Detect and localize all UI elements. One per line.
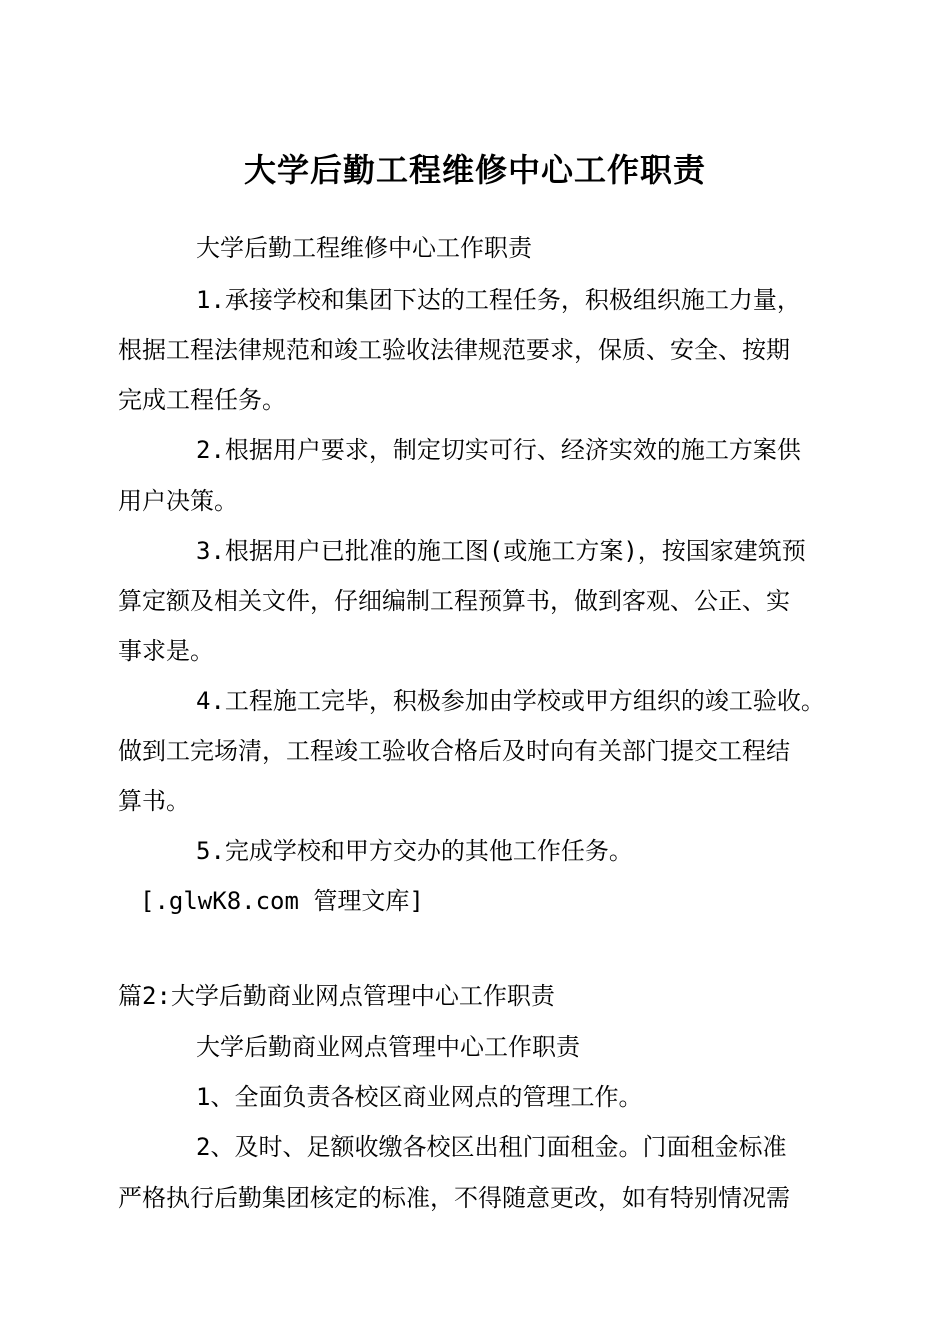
- paragraph-line: 1、全面负责各校区商业网点的管理工作。: [196, 1083, 643, 1111]
- paragraph-line: 4.工程施工完毕，积极参加由学校或甲方组织的竣工验收。: [196, 687, 825, 715]
- paragraph-line: 根据工程法律规范和竣工验收法律规范要求，保质、安全、按期: [118, 336, 790, 364]
- paragraph-line: 算书。: [118, 787, 190, 815]
- paragraph-line: 2、及时、足额收缴各校区出租门面租金。门面租金标准: [196, 1133, 787, 1161]
- paragraph-line: 大学后勤工程维修中心工作职责: [196, 234, 532, 262]
- paragraph-line: 做到工完场清，工程竣工验收合格后及时向有关部门提交工程结: [118, 737, 790, 765]
- paragraph-line: 事求是。: [118, 637, 214, 665]
- paragraph-line: 5.完成学校和甲方交办的其他工作任务。: [196, 837, 633, 865]
- document-title: 大学后勤工程维修中心工作职责: [243, 151, 706, 189]
- section-heading: 篇2:大学后勤商业网点管理中心工作职责: [118, 982, 555, 1010]
- paragraph-line: 用户决策。: [118, 487, 238, 515]
- paragraph-line: 2.根据用户要求，制定切实可行、经济实效的施工方案供: [196, 436, 801, 464]
- paragraph-line: 3.根据用户已批准的施工图(或施工方案)，按国家建筑预: [196, 537, 806, 565]
- paragraph-line: 严格执行后勤集团核定的标准，不得随意更改，如有特别情况需: [118, 1184, 790, 1212]
- paragraph-line: 算定额及相关文件，仔细编制工程预算书，做到客观、公正、实: [118, 587, 790, 615]
- paragraph-line: 完成工程任务。: [118, 386, 286, 414]
- paragraph-line: 1.承接学校和集团下达的工程任务，积极组织施工力量，: [196, 286, 801, 314]
- source-note: [.glwK8.com 管理文库]: [140, 887, 424, 915]
- paragraph-line: 大学后勤商业网点管理中心工作职责: [196, 1033, 580, 1061]
